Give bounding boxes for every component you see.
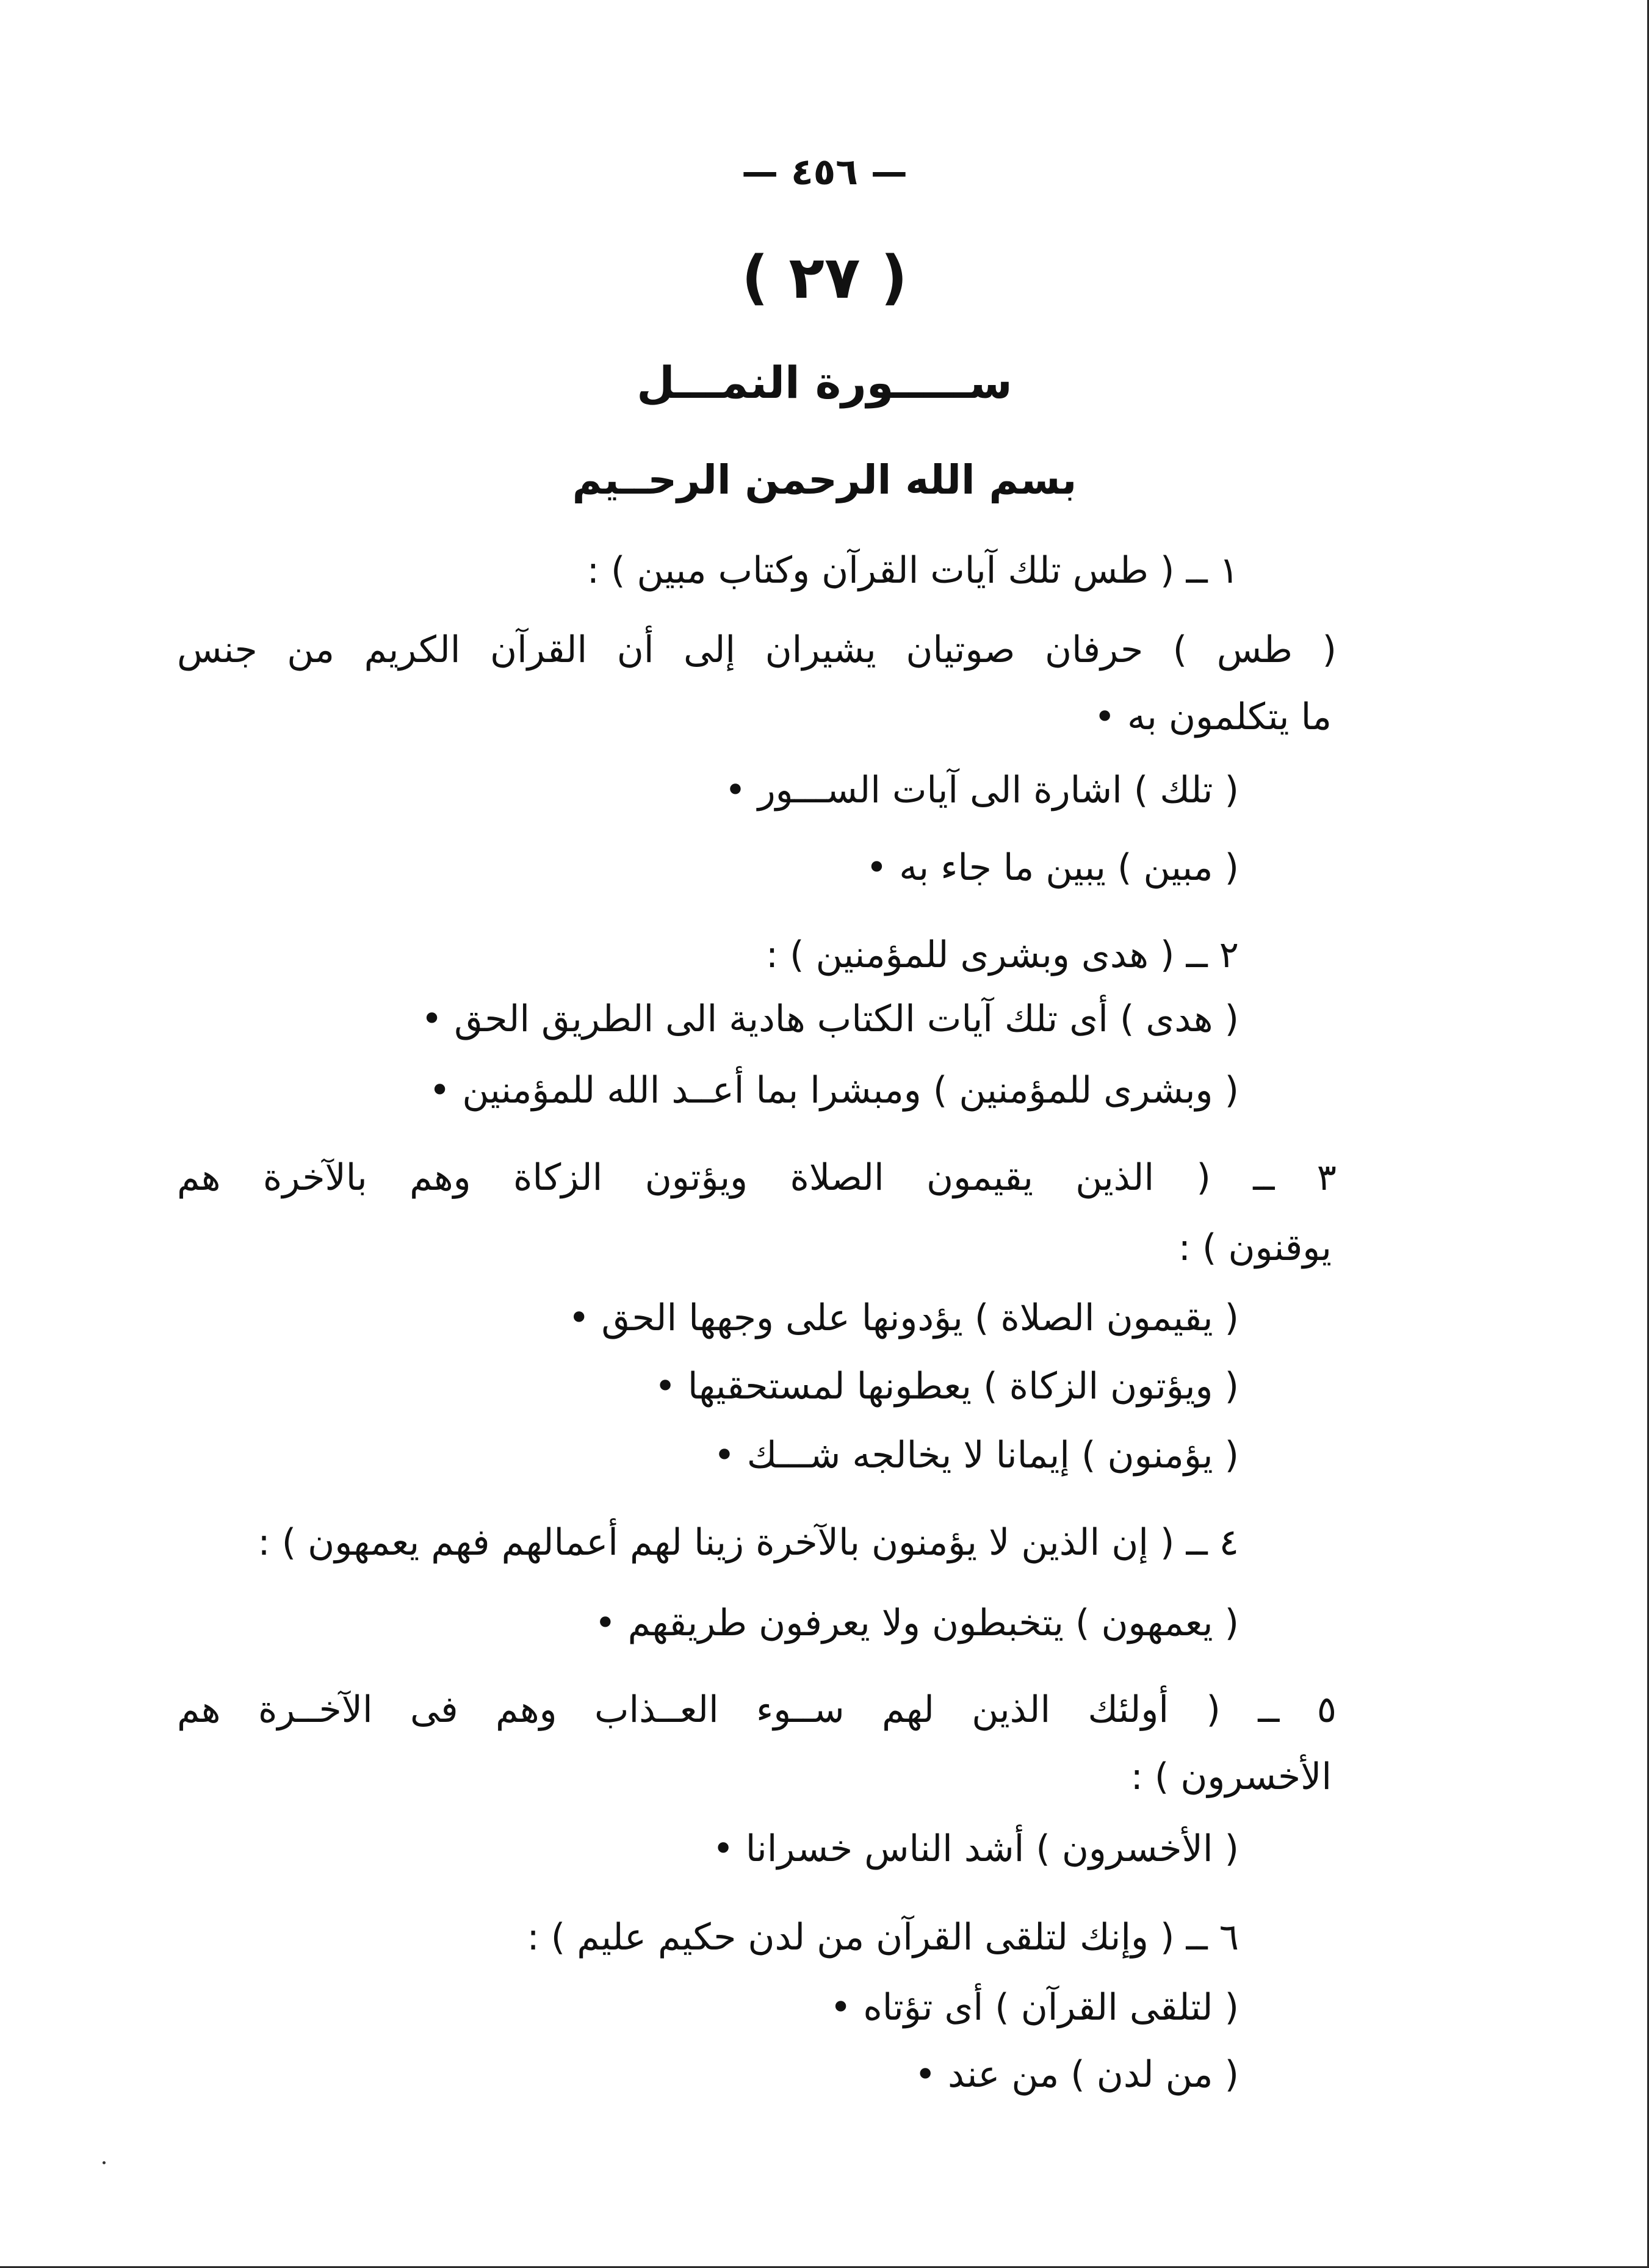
verse-3-heading-line-1: ٣ ــ ( الذين يقيمون الصلاة ويؤتون الزكاة وهم بالآخرة هم <box>177 1156 1337 1199</box>
verse-3-heading-line-2: يوقنون ) : <box>1178 1226 1332 1269</box>
verse-1-note-tilka: ( تلك ) اشارة الى آيات الســـور • <box>724 769 1239 812</box>
verse-6-heading: ٦ ــ ( وإنك لتلقى القرآن من لدن حكيم عليم ) : <box>527 1916 1239 1959</box>
verse-5-heading-line-2: الأخسرون ) : <box>1130 1755 1332 1798</box>
surah-title: ســـــورة النمـــل <box>637 357 1012 408</box>
verse-6-note-ladun: ( من لدن ) من عند • <box>914 2053 1239 2096</box>
basmala: بسم الله الرحمن الرحــيم <box>572 456 1077 503</box>
verse-1-explanation-line-1: ( طس ) حرفان صوتيان يشيران إلى أن القرآن الكريم من جنس <box>177 628 1337 671</box>
verse-5-heading-line-1: ٥ ــ ( أولئك الذين لهم ســوء العــذاب وهم فى الآخــرة هم <box>177 1688 1337 1731</box>
verse-1-heading: ١ ــ ( طس تلك آيات القرآن وكتاب مبين ) : <box>586 549 1239 592</box>
verse-4-note-yamahun: ( يعمهون ) يتخبطون ولا يعرفون طريقهم • <box>594 1602 1239 1644</box>
verse-3-note-salah: ( يقيمون الصلاة ) يؤدونها على وجهها الحق • <box>568 1297 1239 1339</box>
verse-2-note-huda: ( هدى ) أى تلك آيات الكتاب هادية الى الطريق الحق • <box>420 998 1239 1040</box>
verse-2-heading: ٢ ــ ( هدى وبشرى للمؤمنين ) : <box>765 934 1239 976</box>
surah-number: ( ٢٧ ) <box>742 243 907 312</box>
verse-6-note-tulaqqa: ( لتلقى القرآن ) أى تؤتاه • <box>829 1986 1239 2029</box>
verse-2-note-bushra: ( وبشرى للمؤمنين ) ومبشرا بما أعــد الله للمؤمنين • <box>428 1069 1239 1112</box>
verse-1-explanation-line-2: ما يتكلمون به • <box>1094 696 1332 738</box>
verse-4-heading: ٤ ــ ( إن الذين لا يؤمنون بالآخرة زينا لهم أعمالهم فهم يعمهون ) : <box>258 1521 1239 1564</box>
verse-3-note-zakah: ( ويؤتون الزكاة ) يعطونها لمستحقيها • <box>654 1365 1239 1408</box>
page-number: — ٤٥٦ — <box>742 151 907 193</box>
verse-5-note-akhsarun: ( الأخسرون ) أشد الناس خسرانا • <box>712 1827 1239 1870</box>
scan-speck <box>103 2161 106 2164</box>
verse-1-note-mubin: ( مبين ) يبين ما جاء به • <box>865 846 1239 889</box>
verse-3-note-yuminun: ( يؤمنون ) إيمانا لا يخالجه شـــك • <box>713 1434 1239 1477</box>
